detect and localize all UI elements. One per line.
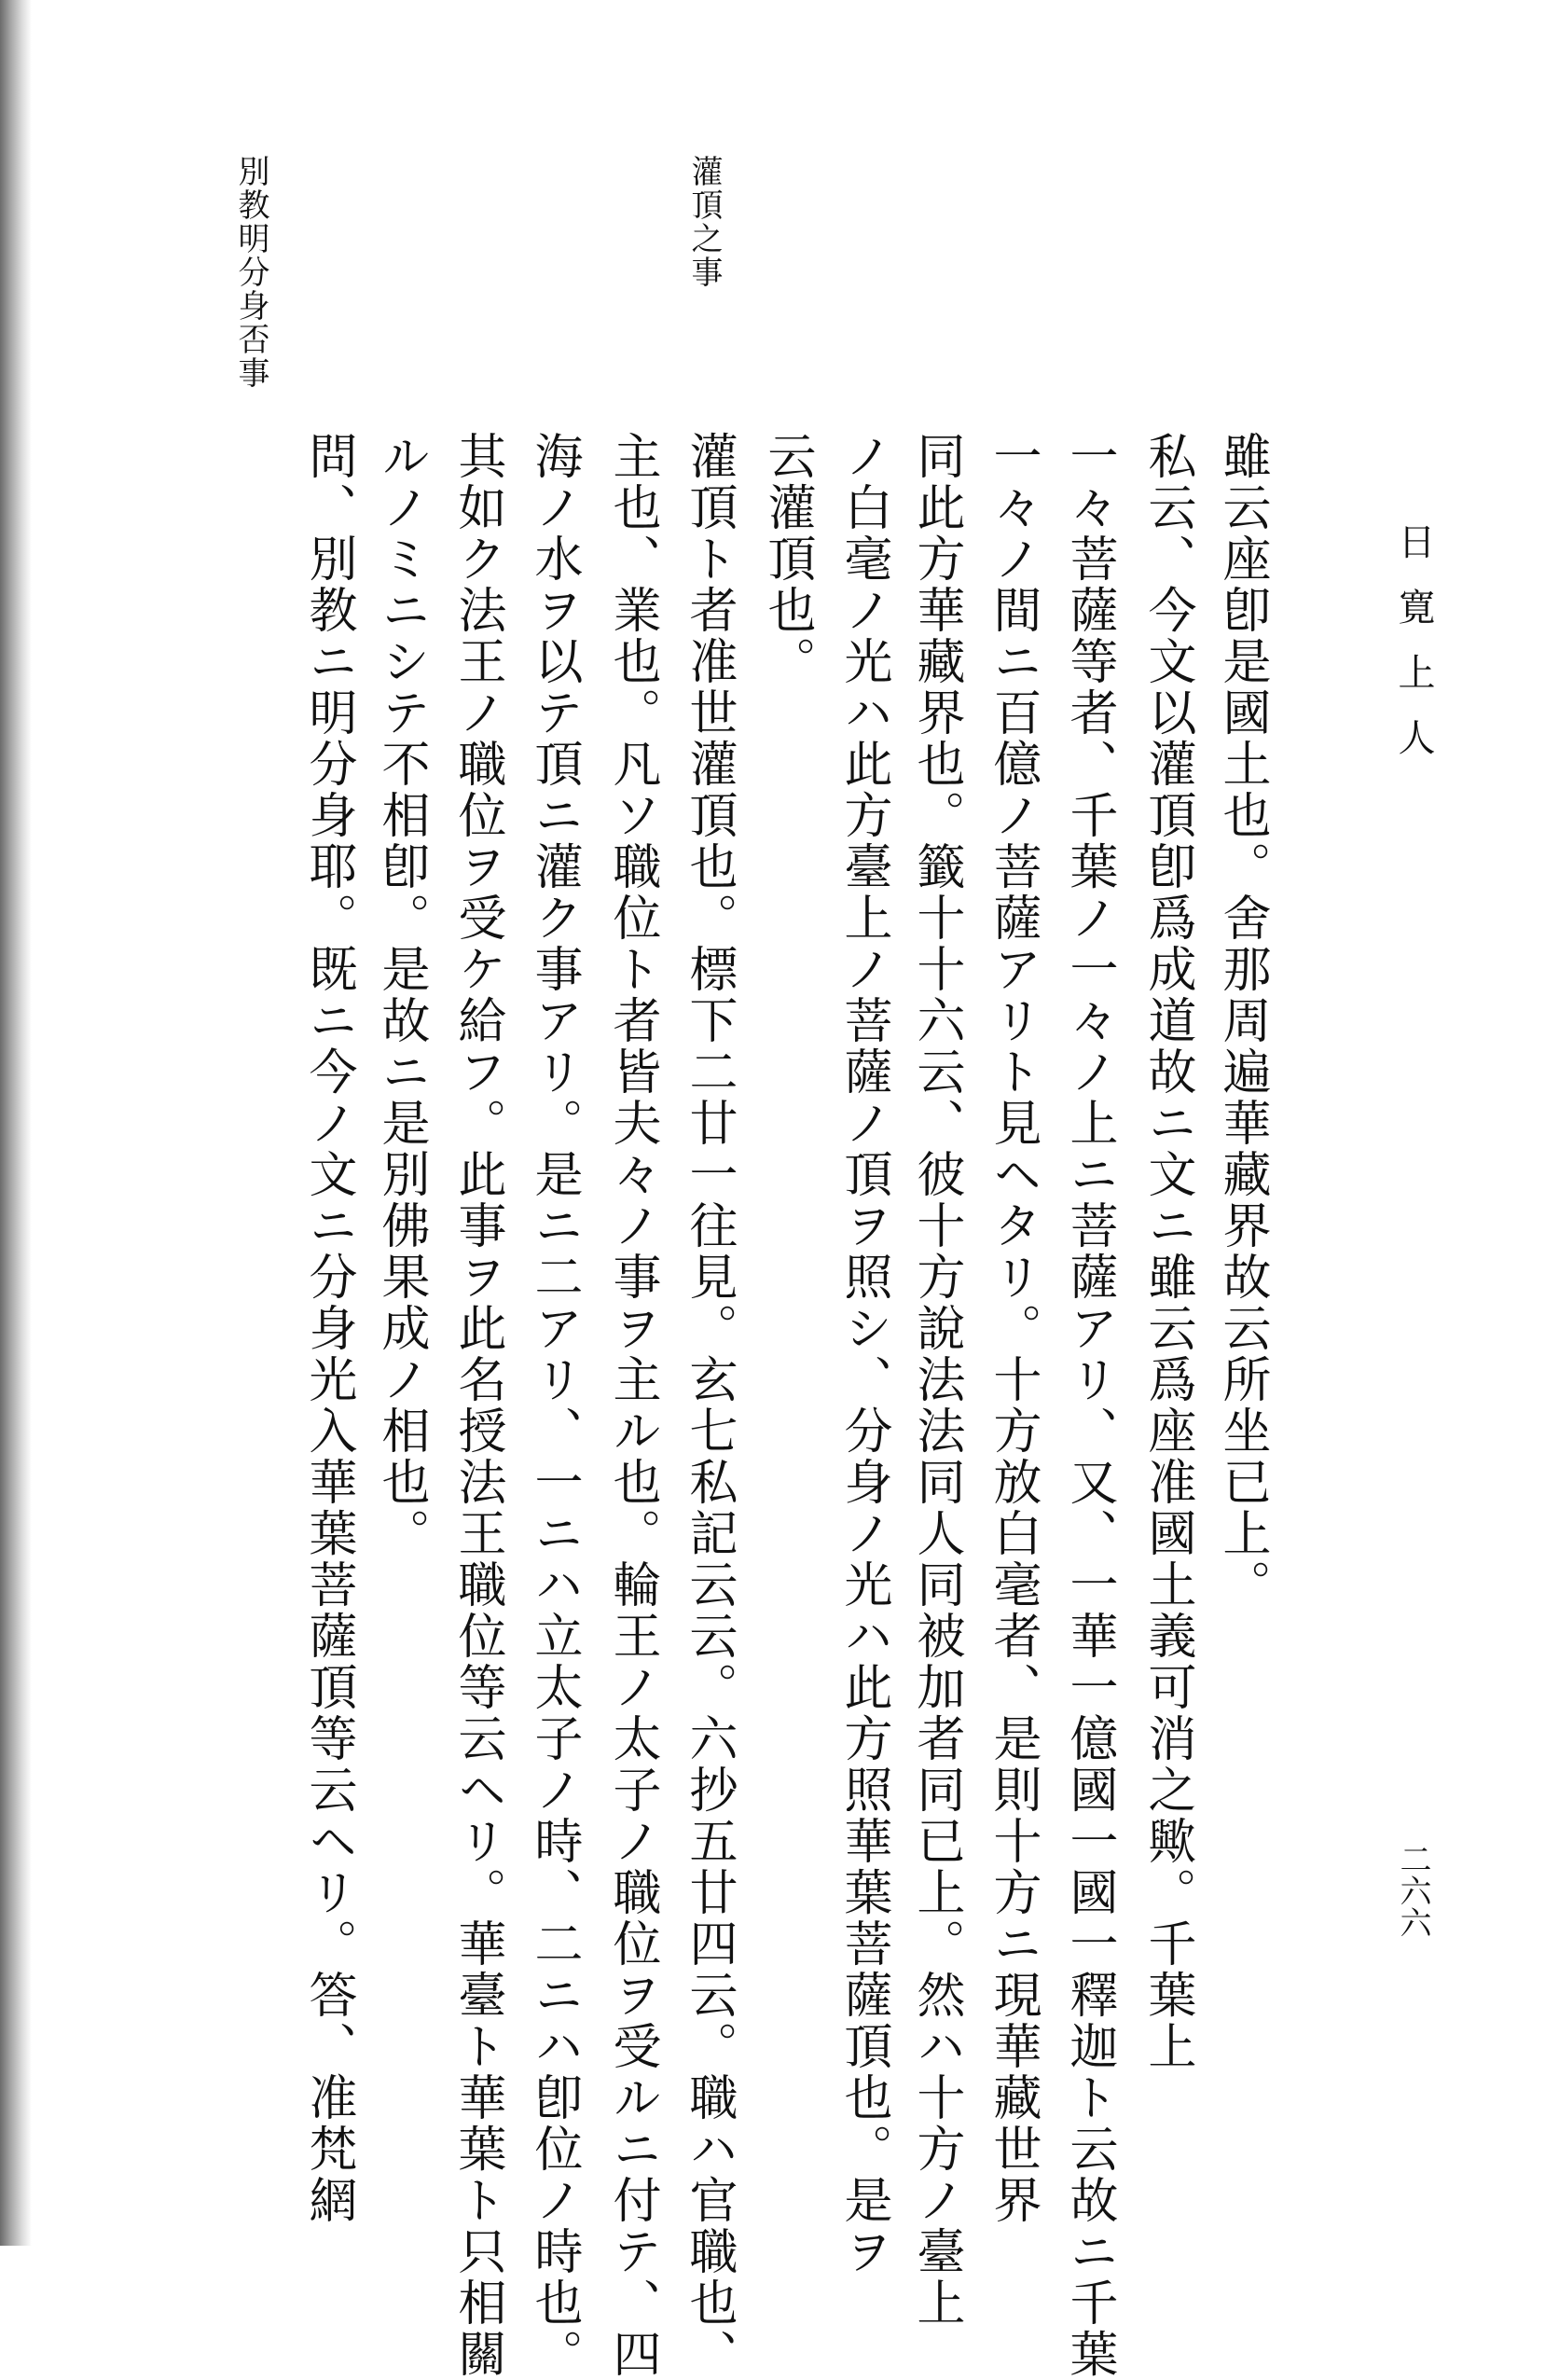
text-column: 雖云座卽是國土也。舍那周遍華藏界故云所坐已上。	[1214, 431, 1270, 1611]
text-column: ルノミニシテ不相卽。是故ニ是別佛果成ノ相也。	[373, 431, 429, 1559]
text-column: 私云、今文以灌頂卽爲成道故ニ文ニ雖云爲座准國土義可消之歟。千葉上	[1139, 431, 1195, 2072]
page-number: 二六六	[1394, 1843, 1431, 1938]
text-column: 主也、業也。凡ソ職位ト者皆夫々ノ事ヲ主ル也。輪王ノ太子ノ職位ヲ受ルニ付テ、四	[604, 431, 660, 2380]
text-column: 其如ク法王ノ職位ヲ受ケ給フ。此事ヲ此名授法王職位等云ヘリ。華臺ト華葉ト只相關	[449, 431, 505, 2380]
text-column: 一々ノ間ニ百億ノ菩薩アリト見ヘタリ。十方放白毫者、是則十方ニ現華藏世界	[985, 431, 1041, 2226]
text-column: 問、別教ニ明分身耶。既ニ今ノ文ニ分身光入華葉菩薩頂等云ヘリ。答、准梵網	[300, 431, 356, 2226]
text-column: 一々菩薩等者、千葉ノ一々ノ上ニ菩薩アリ、又、一華一億國一國一釋迦ト云故ニ千葉	[1061, 431, 1117, 2380]
text-column: 海ノ水ヲ以テ頂ニ灌ク事アリ。是ニ二アリ、一ニハ立太子ノ時、二ニハ卽位ノ時也。	[526, 431, 582, 2380]
binding-shadow	[0, 0, 32, 2246]
text-column: 同此方華藏界也。籤十十六云、彼十方說法法同人同被加者同已上。然ハ十方ノ臺上	[908, 431, 964, 2329]
section-heading-kanjo: 灌頂之事	[685, 155, 723, 289]
text-column: ノ白毫ノ光ハ此方臺上ノ菩薩ノ頂ヲ照シ、分身ノ光ハ此方照華葉菩薩頂也。是ヲ	[835, 431, 891, 2277]
page-header-title: 日寛上人	[1392, 522, 1435, 783]
text-column: 灌頂ト者准世灌頂也。標下二廿一往見。玄七私記云云。六抄五廿四云。職ハ官職也、	[681, 431, 737, 2380]
section-heading-betsukyo: 別教明分身否事	[232, 155, 269, 390]
text-column: 云灌頂也。	[759, 431, 815, 687]
